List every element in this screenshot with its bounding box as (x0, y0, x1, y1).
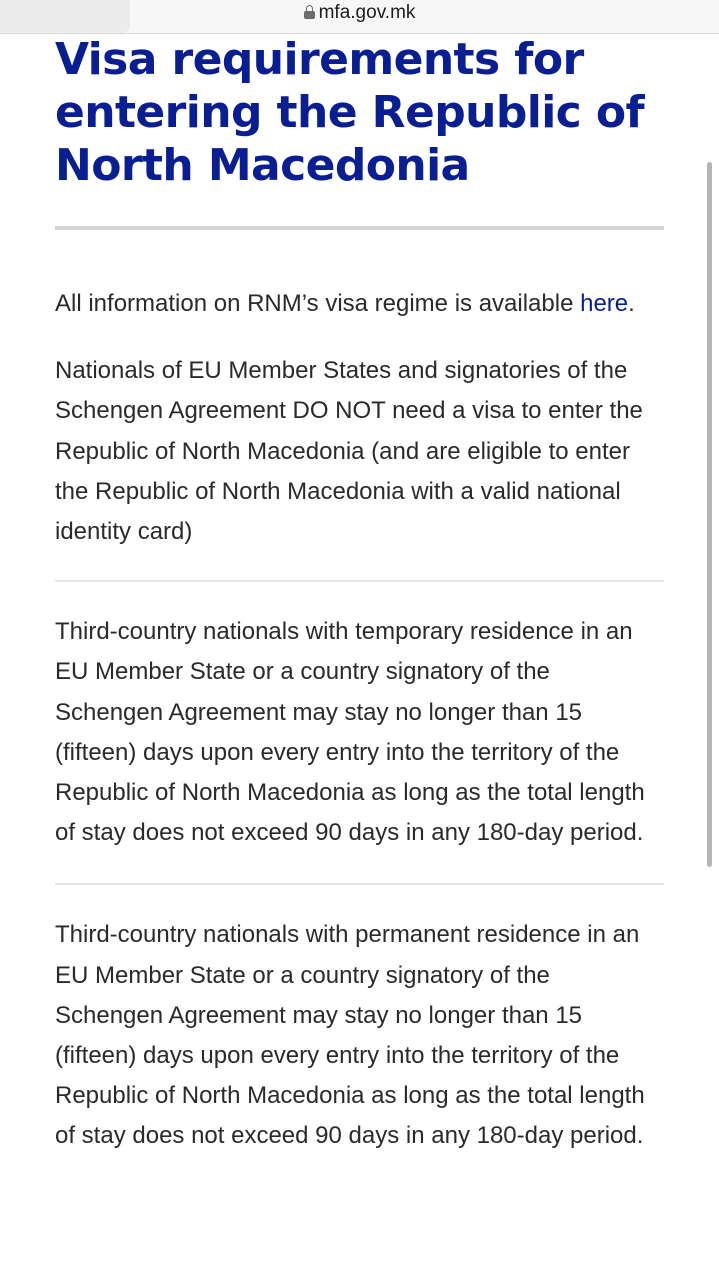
lock-icon (304, 5, 315, 19)
main-content (55, 33, 664, 1157)
url-display[interactable] (0, 2, 719, 24)
page-scrollbar[interactable] (707, 162, 712, 867)
intro-text: All information on RNM’s visa regime is available (55, 290, 581, 317)
browser-address-bar[interactable] (0, 0, 719, 34)
permanent-residence-paragraph: Third-country nationals with permanent residence in an EU Member State or a country signatory of the Schengen Agreement may stay no longer than 15 (fifteen) days upon every entry into the territory of the Republic of North Macedonia as long as the total length of stay does not exceed 90 days in any 180-day period. (55, 921, 645, 1150)
intro-paragraph (55, 284, 664, 324)
visa-regime-link[interactable]: here (580, 290, 629, 317)
eu-nationals-paragraph: Nationals of EU Member States and signatories of the Schengen Agreement DO NOT need a visa to enter the Republic of North Macedonia (and are eligible to enter the Republic of North Macedonia with a valid national identity card) (55, 357, 643, 546)
page-title: Visa requirements for entering the Republic of North Macedonia (55, 34, 645, 191)
temporary-residence-paragraph: Third-country nationals with temporary residence in an EU Member State or a country signatory of the Schengen Agreement may stay no longer than 15 (fifteen) days upon every entry into the territory of the Republic of North Macedonia as long as the total length of stay does not exceed 90 days in any 180-day period. (55, 618, 645, 847)
intro-end: . (628, 290, 635, 317)
url-text: mfa.gov.mk (318, 2, 416, 23)
section-divider (55, 883, 664, 885)
title-divider (55, 226, 664, 230)
section-divider (55, 580, 664, 582)
